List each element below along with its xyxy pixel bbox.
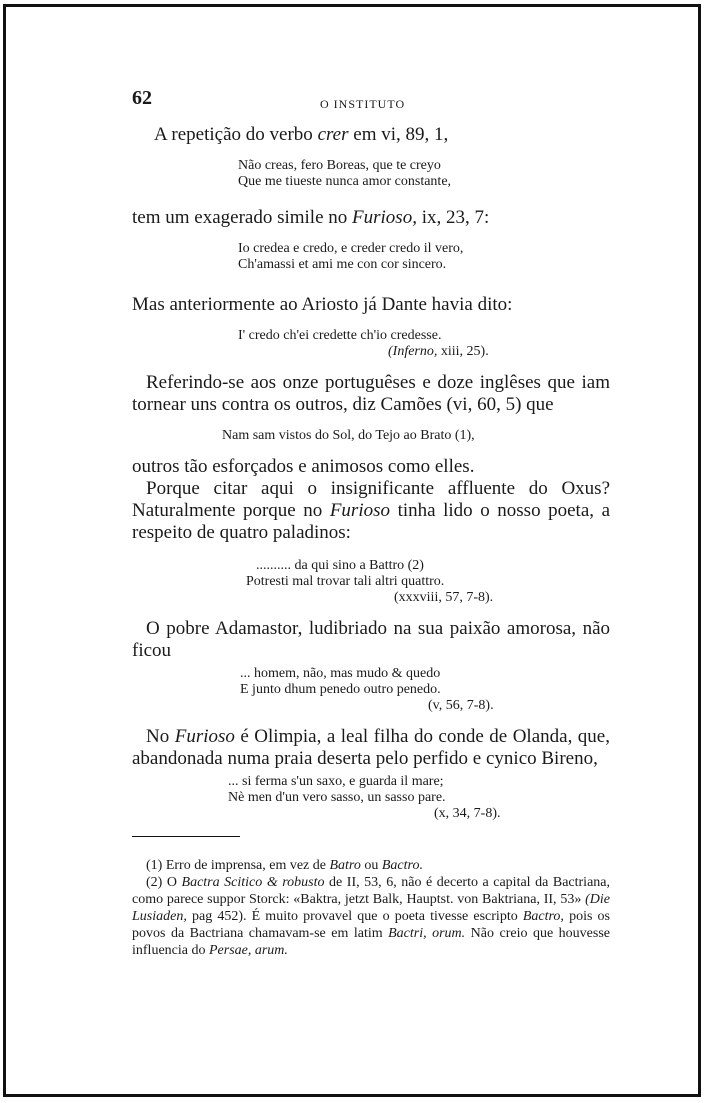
simile-line: tem um exagerado simile no Furioso, ix, 23, 7:	[132, 207, 490, 228]
paragraph-adamastor: O pobre Adamastor, ludibriado na sua paixão amorosa, não ficou	[132, 618, 610, 661]
quote-furioso-ix: Io credea e credo, e creder credo il vero, Ch'amassi et ami me con cor sincero.	[238, 241, 464, 272]
paragraph-porque: Porque citar aqui o insignificante affluente do Oxus? Naturalmente porque no Furioso tinha lido o nosso poeta, a respeito de quatro paladinos:	[132, 478, 611, 543]
page-header	[132, 83, 610, 123]
footnote-2: (2) O Bactra Scitico & robusto de II, 53, 6, não é decerto a capital da Bactriana, como parece suppor Storck: «Baktra, jetzt Balk, Hauptst. von Baktriana, II, 53» (Die Lusiaden, pag 452). É muito provavel que o poeta tivesse escripto Bactro, pois os povos da Bactriana chamavam-se em latim Bactri, orum. Não creio que houvesse influencia do Persae, arum.	[132, 875, 610, 958]
paragraph-referindo: Referindo-se aos onze portuguêses e doze inglêses que iam tornear uns contra os outros, diz Camões (vi, 60, 5) que	[132, 372, 610, 415]
paragraph-outros: outros tão esforçados e animosos como elles.	[132, 456, 475, 477]
page-number: 62	[132, 87, 152, 109]
document-page	[132, 83, 610, 959]
quote-inferno: I' credo ch'ei credette ch'io credesse. (Inferno, xiii, 25).	[238, 328, 489, 359]
intro-line: A repetição do verbo crer em vi, 89, 1,	[154, 124, 449, 145]
quote-penedo: ... homem, não, mas mudo & quedo E junto dhum penedo outro penedo. (v, 56, 7-8).	[240, 666, 494, 713]
quote-battro: .......... da qui sino a Battro (2) Potresti mal trovar tali altri quattro. (xxxviii, 57, 7-8).	[246, 558, 494, 605]
running-title: O INSTITUTO	[320, 97, 406, 111]
dante-line: Mas anteriormente ao Ariosto já Dante havia dito:	[132, 294, 513, 315]
quote-brato: Nam sam vistos do Sol, do Tejo ao Brato (1),	[222, 428, 475, 443]
footnote-1: (1) Erro de imprensa, em vez de Batro ou Bactro.	[146, 858, 423, 873]
paragraph-olimpia: No Furioso é Olimpia, a leal filha do conde de Olanda, que, abandonada numa praia deserta pelo perfido e cynico Bireno,	[132, 726, 610, 769]
page-border	[3, 4, 701, 1097]
quote-sasso: ... si ferma s'un saxo, e guarda il mare; Nè men d'un vero sasso, un sasso pare. (x, 34, 7-8).	[228, 774, 501, 821]
quote-creyo: Não creas, fero Boreas, que te creyo Que me tiueste nunca amor constante,	[238, 158, 452, 189]
